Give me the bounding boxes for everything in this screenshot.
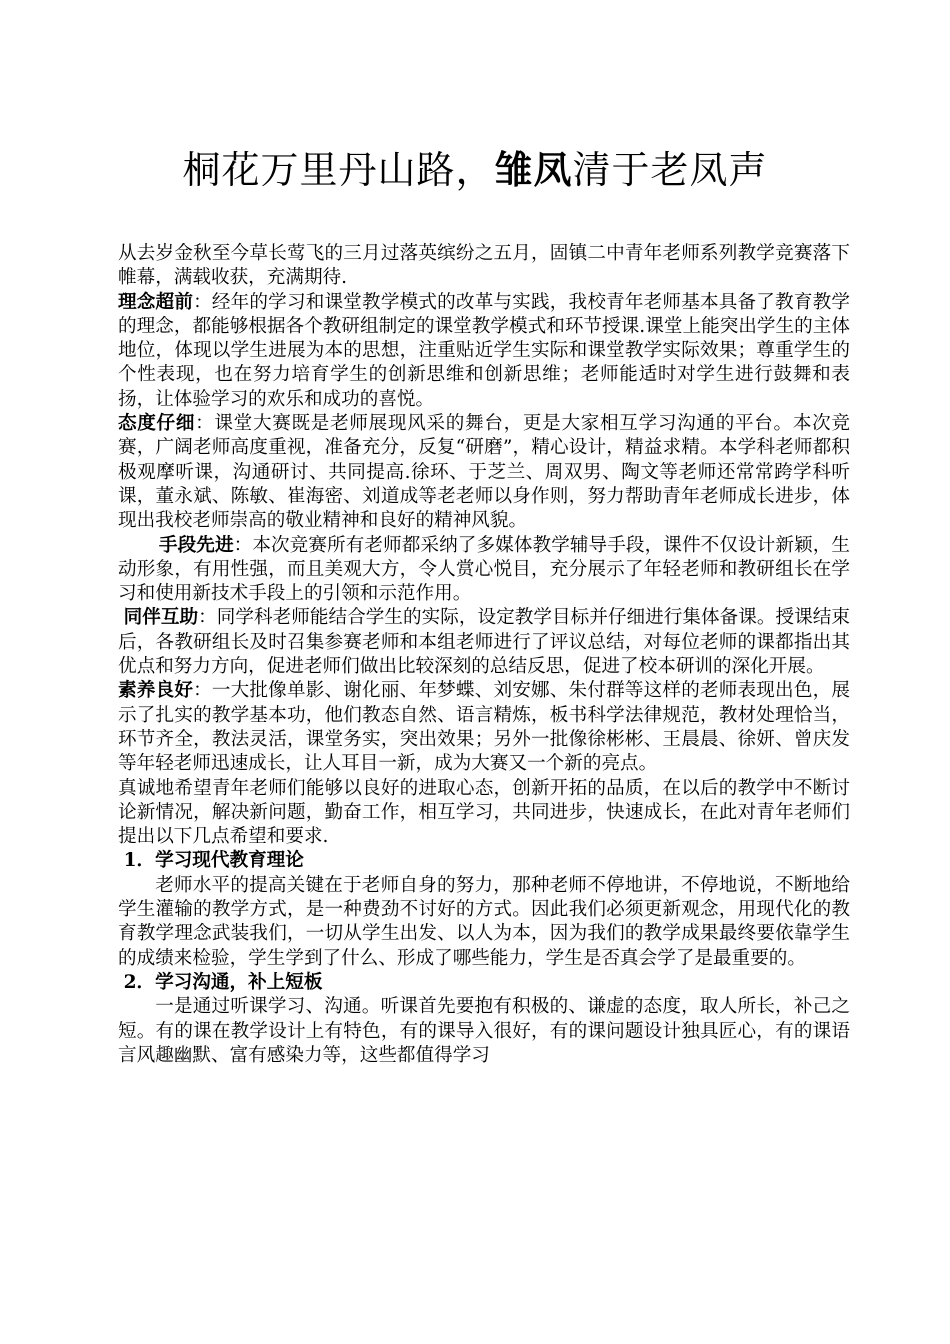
title-part-3: 清于老凤声 (572, 148, 768, 192)
paragraph-label: 理念超前 (118, 291, 194, 313)
paragraph-text: ：本次竞赛所有老师都采纳了多媒体教学辅导手段，课件不仅设计新颖，生动形象，有用性强，而且美观大方，令人赏心悦目，充分展示了年轻老师和教研组长在学习和使用新技术手段上的引领和示范作用。 (118, 534, 850, 605)
paragraph-concept (118, 291, 850, 412)
intro-paragraph: 从去岁金秋至今草长莺飞的三月过落英缤纷之五月，固镇二中青年老师系列教学竞赛落下帷幕，满载收获，充满期待. (118, 243, 850, 289)
title-part-1: 桐花万里丹山路， (182, 148, 495, 192)
section-text-1: 老师水平的提高关键在于老师自身的努力，那种老师不停地讲，不停地说，不断地给学生灌输的教学方式，是一种费劲不讨好的方式。因此我们必须更新观念，用现代化的教育教学理念武装我们，一切从学生出发、以人为本，因为我们的教学成果最终要依靠学生的成绩来检验，学生学到了什么、形成了哪些能力，学生是否真会学了是最重要的。 (118, 874, 850, 969)
section-heading-2: 2．学习沟通，补上短板 (123, 971, 323, 993)
paragraph-label: 手段先进 (158, 534, 234, 556)
paragraph-hopes: 真诚地希望青年老师们能够以良好的进取心态，创新开拓的品质，在以后的教学中不断讨论新情况，解决新问题，勤奋工作，相互学习，共同进步，快速成长，在此对青年老师们提出以下几点希望和要求. (118, 777, 850, 848)
section-text-2: 一是通过听课学习、沟通。听课首先要抱有积极的、谦虚的态度，取人所长，补己之短。有的课在教学设计上有特色，有的课导入很好，有的课问题设计独具匠心，有的课语言风趣幽默、富有感染力等，这些都值得学习 (118, 996, 850, 1066)
page-title (0, 146, 950, 194)
paragraph-label: 态度仔细 (118, 413, 196, 435)
paragraph-attitude (118, 412, 850, 533)
paragraph-label: 素养良好 (118, 680, 194, 702)
paragraph-text: ：同学科老师能结合学生的实际，设定教学目标并仔细进行集体备课。授课结束后，各教研组长及时召集参赛老师和本组老师进行了评议总结，对每位老师的课都指出其优点和努力方向，促进老师们做出比较深刻的总结反思，促进了校本研训的深化开展。 (118, 607, 850, 678)
paragraph-text: ：经年的学习和课堂教学模式的改革与实践，我校青年老师基本具备了教育教学的理念，都能够根据各个教研组制定的课堂教学模式和环节授课.课堂上能突出学生的主体地位，体现以学生进展为本的思想，注重贴近学生实际和课堂教学实际效果；尊重学生的个性表现，也在努力培育学生的创新思维和创新思维；老师能适时对学生进行鼓舞和表扬，让体验学习的欢乐和成功的喜悦。 (118, 291, 850, 410)
section-heading-1: 1．学习现代教育理论 (123, 850, 304, 872)
paragraph-label: 同伴互助 (123, 607, 199, 629)
paragraph-text: ：一大批像单影、谢化丽、年梦蝶、刘安娜、朱付群等这样的老师表现出色，展示了扎实的教学基本功，他们教态自然、语言精炼，板书科学法律规范，教材处理恰当，环节齐全，教法灵活，课堂务实，突出效果；另外一批像徐彬彬、王晨晨、徐妍、曾庆发等年轻老师迅速成长，让人耳目一新，成为大赛又一个新的亮点。 (118, 680, 850, 775)
title-part-2: 雏凤 (494, 148, 573, 192)
article-body (118, 242, 850, 1068)
paragraph-peer-help (118, 606, 850, 679)
paragraph-methods (118, 534, 850, 607)
paragraph-text: ：课堂大赛既是老师展现风采的舞台，更是大家相互学习沟通的平台。本次竞赛，广阔老师高度重视，准备充分，反复“研磨”，精心设计，精益求精。本学科老师都积极观摩听课，沟通研讨、共同提高.徐环、于芝兰、周双男、陶文等老师还常常跨学科听课，董永斌、陈敏、崔海密、刘道成等老老师以身作则，努力帮助青年老师成长进步，体现出我校老师崇高的敬业精神和良好的精神风貌。 (118, 413, 850, 532)
paragraph-quality (118, 679, 850, 776)
